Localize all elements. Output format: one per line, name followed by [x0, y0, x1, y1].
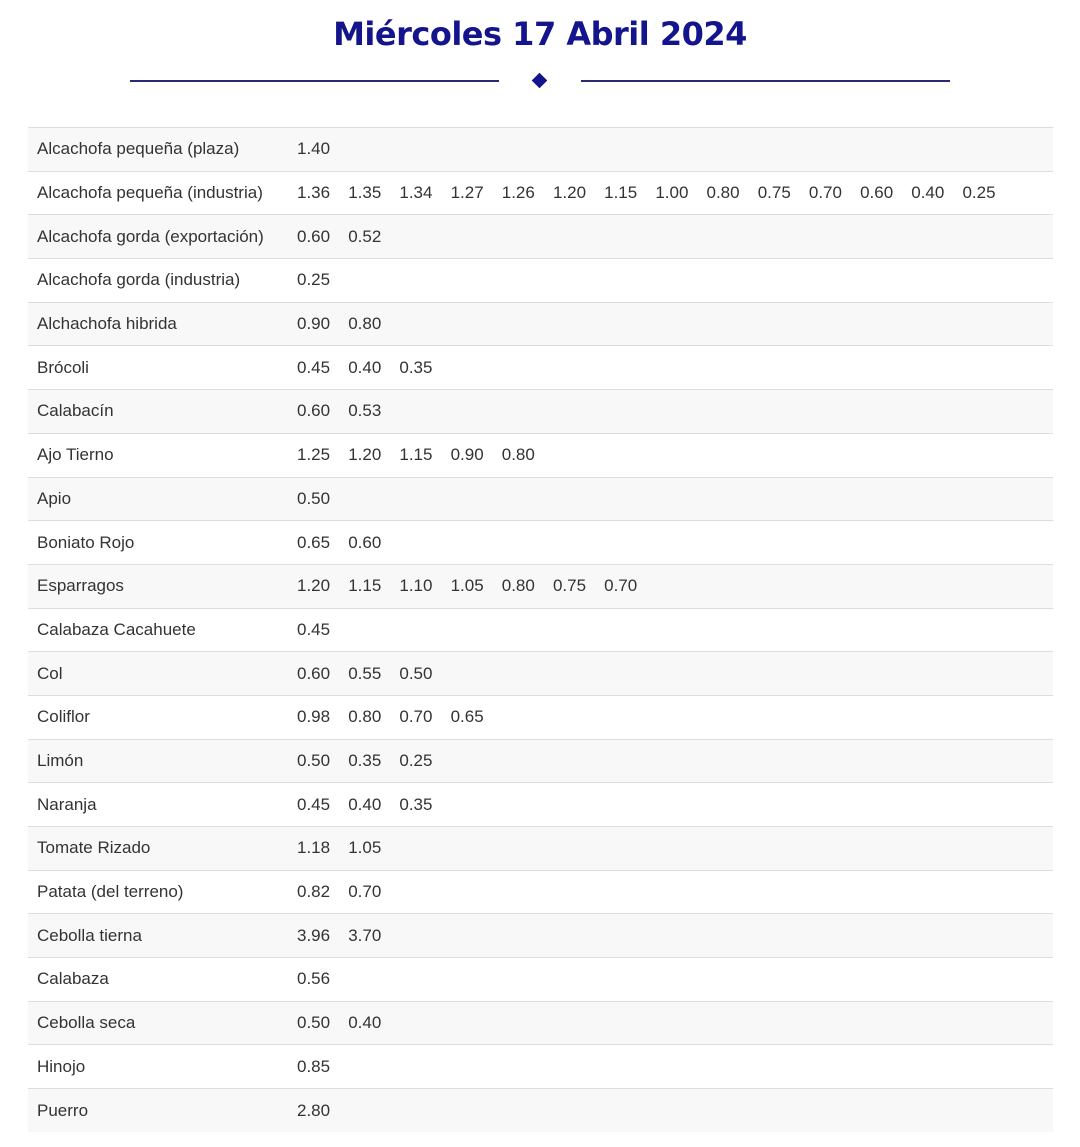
price-value: 0.40 — [348, 357, 382, 377]
price-value: 0.80 — [706, 183, 740, 203]
price-list — [297, 827, 1053, 871]
price-value: 0.60 — [297, 226, 331, 246]
product-name: Calabacín — [37, 401, 114, 421]
table-row — [28, 302, 1053, 346]
price-value: 0.60 — [297, 401, 331, 421]
price-value: 0.65 — [297, 532, 331, 552]
price-value: 0.75 — [552, 576, 587, 596]
price-value: 1.00 — [655, 183, 689, 203]
product-name: Boniato Rojo — [37, 532, 135, 552]
product-name: Alcachofa gorda (industria) — [37, 270, 241, 290]
price-value: 1.10 — [399, 576, 433, 596]
table-row — [28, 783, 1053, 827]
price-value: 0.50 — [297, 488, 331, 508]
price-value: 0.75 — [757, 183, 791, 203]
price-list — [297, 215, 1053, 259]
table-row — [28, 1045, 1053, 1089]
table-row — [28, 215, 1053, 259]
price-list — [297, 390, 1053, 434]
product-name: Cebolla tierna — [37, 925, 142, 945]
price-value: 1.15 — [399, 445, 433, 465]
price-value: 0.25 — [297, 270, 331, 290]
price-value: 0.60 — [348, 532, 382, 552]
table-row — [28, 608, 1053, 652]
price-value: 0.40 — [348, 1013, 382, 1033]
product-name: Calabaza Cacahuete — [37, 619, 196, 639]
price-value: 0.50 — [297, 750, 331, 770]
price-value: 1.05 — [450, 576, 484, 596]
price-value: 1.34 — [399, 183, 433, 203]
table-row — [28, 1001, 1053, 1045]
title-divider-left — [130, 80, 499, 82]
price-value: 1.18 — [297, 838, 331, 858]
price-value: 0.35 — [399, 357, 433, 377]
price-list — [297, 958, 1053, 1002]
table-row — [28, 171, 1053, 215]
product-name: Naranja — [37, 794, 97, 814]
price-value: 1.15 — [348, 576, 382, 596]
price-value: 0.40 — [348, 794, 382, 814]
table-row — [28, 914, 1053, 958]
table-row — [28, 346, 1053, 390]
price-value: 0.60 — [297, 663, 331, 683]
price-value: 0.53 — [348, 401, 382, 421]
price-list — [297, 1045, 1053, 1089]
table-row — [28, 739, 1053, 783]
table-row — [28, 390, 1053, 434]
price-value: 1.25 — [297, 445, 331, 465]
price-table-body — [28, 128, 1053, 1133]
table-row — [28, 695, 1053, 739]
price-value: 0.55 — [348, 663, 382, 683]
price-value: 0.56 — [297, 969, 331, 989]
price-value: 0.40 — [911, 183, 945, 203]
price-value: 0.80 — [348, 314, 382, 334]
price-value: 1.20 — [348, 445, 382, 465]
price-value: 0.60 — [860, 183, 894, 203]
price-list — [297, 739, 1053, 783]
price-list — [297, 608, 1053, 652]
price-value: 0.25 — [399, 750, 433, 770]
price-value: 1.27 — [450, 183, 484, 203]
table-row — [28, 870, 1053, 914]
product-name: Coliflor — [37, 707, 90, 727]
page-title: Miércoles 17 Abril 2024 — [333, 15, 747, 53]
product-name: Alcachofa pequeña (industria) — [37, 183, 263, 203]
product-name: Apio — [37, 488, 72, 508]
price-value: 0.85 — [297, 1056, 331, 1076]
price-list — [297, 695, 1053, 739]
price-value: 1.40 — [297, 139, 331, 159]
price-value: 1.20 — [552, 183, 587, 203]
price-value: 0.52 — [348, 226, 382, 246]
price-value: 0.80 — [348, 707, 382, 727]
price-value: 1.15 — [604, 183, 638, 203]
price-value: 0.35 — [399, 794, 433, 814]
product-name: Ajo Tierno — [37, 445, 114, 465]
price-table — [28, 127, 1053, 1132]
table-row — [28, 1089, 1053, 1133]
price-value: 0.45 — [297, 794, 331, 814]
price-value: 0.80 — [501, 576, 535, 596]
price-value: 1.36 — [297, 183, 331, 203]
table-row — [28, 564, 1053, 608]
price-list — [297, 870, 1053, 914]
price-value: 0.90 — [297, 314, 331, 334]
price-value: 0.45 — [297, 357, 331, 377]
price-value: 1.05 — [348, 838, 382, 858]
price-value: 0.70 — [348, 882, 382, 902]
product-name: Tomate Rizado — [37, 838, 151, 858]
table-row — [28, 128, 1053, 172]
price-value: 0.70 — [604, 576, 638, 596]
price-value: 0.50 — [297, 1013, 331, 1033]
price-value: 3.70 — [348, 925, 382, 945]
price-list — [297, 433, 1053, 477]
product-name: Hinojo — [37, 1056, 86, 1076]
price-value: 1.35 — [348, 183, 382, 203]
price-list — [297, 171, 1053, 215]
table-row — [28, 827, 1053, 871]
price-list — [297, 1001, 1053, 1045]
product-name: Calabaza — [37, 969, 109, 989]
price-list — [297, 302, 1053, 346]
product-name: Alcachofa gorda (exportación) — [37, 226, 264, 246]
price-list — [297, 477, 1053, 521]
price-list — [297, 914, 1053, 958]
table-row — [28, 477, 1053, 521]
price-list — [297, 259, 1053, 303]
price-list — [297, 783, 1053, 827]
title-divider-right — [581, 80, 950, 82]
price-value: 0.65 — [450, 707, 484, 727]
table-row — [28, 652, 1053, 696]
price-value: 0.50 — [399, 663, 433, 683]
product-name: Brócoli — [37, 357, 89, 377]
price-value: 1.20 — [297, 576, 331, 596]
table-row — [28, 958, 1053, 1002]
product-name: Puerro — [37, 1100, 89, 1120]
product-name: Limón — [37, 750, 84, 770]
diamond-icon — [532, 73, 548, 89]
footer-note-cutoff — [37, 1136, 1037, 1147]
price-list — [297, 1089, 1053, 1133]
table-row — [28, 259, 1053, 303]
price-value: 0.98 — [297, 707, 331, 727]
price-value: 0.70 — [399, 707, 433, 727]
price-list — [297, 346, 1053, 390]
product-name: Col — [37, 663, 63, 683]
price-list — [297, 652, 1053, 696]
price-value: 0.70 — [808, 183, 842, 203]
product-name: Esparragos — [37, 576, 124, 596]
product-name: Alchachofa hibrida — [37, 314, 177, 334]
price-list — [297, 128, 1053, 172]
table-row — [28, 433, 1053, 477]
price-value: 0.90 — [450, 445, 484, 465]
product-name: Patata (del terreno) — [37, 882, 184, 902]
price-value: 0.82 — [297, 882, 331, 902]
table-row — [28, 521, 1053, 565]
product-name: Cebolla seca — [37, 1013, 136, 1033]
price-value: 2.80 — [297, 1100, 331, 1120]
price-value: 0.45 — [297, 619, 331, 639]
price-value: 0.80 — [501, 445, 535, 465]
price-list — [297, 564, 1053, 608]
price-value: 1.26 — [501, 183, 535, 203]
price-value: 0.35 — [348, 750, 382, 770]
price-value: 0.25 — [962, 183, 996, 203]
product-name: Alcachofa pequeña (plaza) — [37, 139, 240, 159]
price-list — [297, 521, 1053, 565]
price-value: 3.96 — [297, 925, 331, 945]
